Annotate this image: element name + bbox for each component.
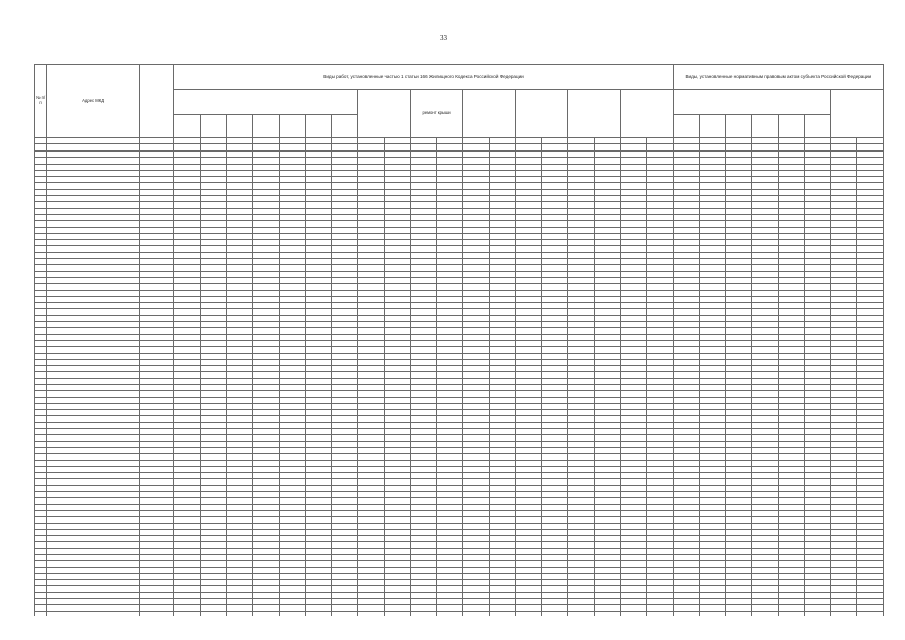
page-number: 33 (440, 34, 447, 42)
header-sub-hot-water (253, 115, 279, 138)
header-row-number: № п/п (35, 65, 47, 138)
table-cell (410, 611, 436, 616)
header-group-roof: ремонт крыши (410, 90, 463, 138)
table-cell (489, 611, 515, 616)
header-column-number-cell (35, 144, 47, 151)
header-column-number-cell (384, 144, 410, 151)
header-works-title: Виды работ, установленные частью 1 статьи 166 Жилищного Кодекса Российской Федерации (174, 65, 673, 90)
header-column-number-cell (463, 144, 489, 151)
header-column-number-cell (726, 144, 752, 151)
table-cell (647, 611, 673, 616)
table-cell (804, 611, 830, 616)
header-group-foundation (568, 90, 621, 138)
table-cell (253, 611, 279, 616)
header-sub-meter-heat (699, 115, 725, 138)
header-group-other (831, 90, 884, 138)
table-cell (778, 611, 804, 616)
header-address: Адрес МКД (47, 65, 140, 138)
header-column-number-cell (515, 144, 541, 151)
table-cell (279, 611, 305, 616)
header-column-number-cell (752, 144, 778, 151)
header-sub-heat (200, 115, 226, 138)
table-cell (542, 611, 568, 616)
header-column-number-cell (857, 144, 884, 151)
table-cell (174, 611, 200, 616)
header-sub-meter-gas (726, 115, 752, 138)
table-cell (358, 611, 384, 616)
header-column-number-cell (200, 144, 226, 151)
table-cell (752, 611, 778, 616)
header-sub-power (174, 115, 200, 138)
table-body-wrap (34, 151, 884, 616)
table-cell (437, 611, 463, 616)
table-cell (332, 611, 358, 616)
header-column-number-cell (358, 144, 384, 151)
header-group-basement (463, 90, 516, 138)
header-group-facade (515, 90, 568, 138)
table-cell (673, 611, 699, 616)
header-group-meters (673, 90, 831, 115)
register-table (34, 64, 884, 616)
header-group-extra (620, 90, 673, 138)
table-cell (515, 611, 541, 616)
header-sub-meter-cold (778, 115, 804, 138)
header-sub-gas (226, 115, 252, 138)
table-row (35, 611, 884, 616)
header-column-number-cell (568, 144, 594, 151)
header-column-number-cell (140, 144, 174, 151)
table-cell (140, 611, 174, 616)
table-cell (699, 611, 725, 616)
header-column-number-cell (620, 144, 646, 151)
table-cell (831, 611, 857, 616)
table-cell (227, 611, 253, 616)
table-header (34, 64, 884, 151)
table-cell (305, 611, 331, 616)
table-cell (384, 611, 410, 616)
header-column-number-cell (174, 144, 200, 151)
header-sub-meter-extra (804, 115, 830, 138)
header-sub-meter-hot (752, 115, 778, 138)
header-sub-systems-extra (332, 115, 358, 138)
header-column-number-cell (489, 144, 515, 151)
header-column-number-cell (831, 144, 857, 151)
table-cell (47, 611, 140, 616)
header-column-number-cell (253, 144, 279, 151)
table-cell (594, 611, 620, 616)
header-column-numbers-row (35, 144, 884, 151)
header-column-number-cell (699, 144, 725, 151)
header-column-number-cell (673, 144, 699, 151)
header-sub-cold-water (279, 115, 305, 138)
header-regional-title: Виды, установленные нормативным правовым актом субъекта Российской Федерации (673, 65, 883, 90)
table-cell (857, 611, 884, 616)
header-column-number-cell (226, 144, 252, 151)
header-column-number-cell (410, 144, 436, 151)
table-cell (568, 611, 594, 616)
header-column-number-cell (437, 144, 463, 151)
table-body (34, 151, 884, 616)
header-column-number-cell (47, 144, 140, 151)
header-group-systems (174, 90, 358, 115)
header-column-number-cell (332, 144, 358, 151)
header-column-number-cell (804, 144, 830, 151)
table-cell (620, 611, 646, 616)
table-cell (200, 611, 226, 616)
table-cell (726, 611, 752, 616)
header-sub-sewer (305, 115, 331, 138)
header-sub-meter-power (673, 115, 699, 138)
header-column-number-cell (305, 144, 331, 151)
header-group-installation (358, 90, 411, 138)
header-column-number-cell (279, 144, 305, 151)
header-column-number-cell (542, 144, 568, 151)
header-cost (140, 65, 174, 138)
header-column-number-cell (778, 144, 804, 151)
header-column-number-cell (647, 144, 673, 151)
table-cell (35, 611, 47, 616)
header-column-number-cell (594, 144, 620, 151)
table-cell (463, 611, 489, 616)
